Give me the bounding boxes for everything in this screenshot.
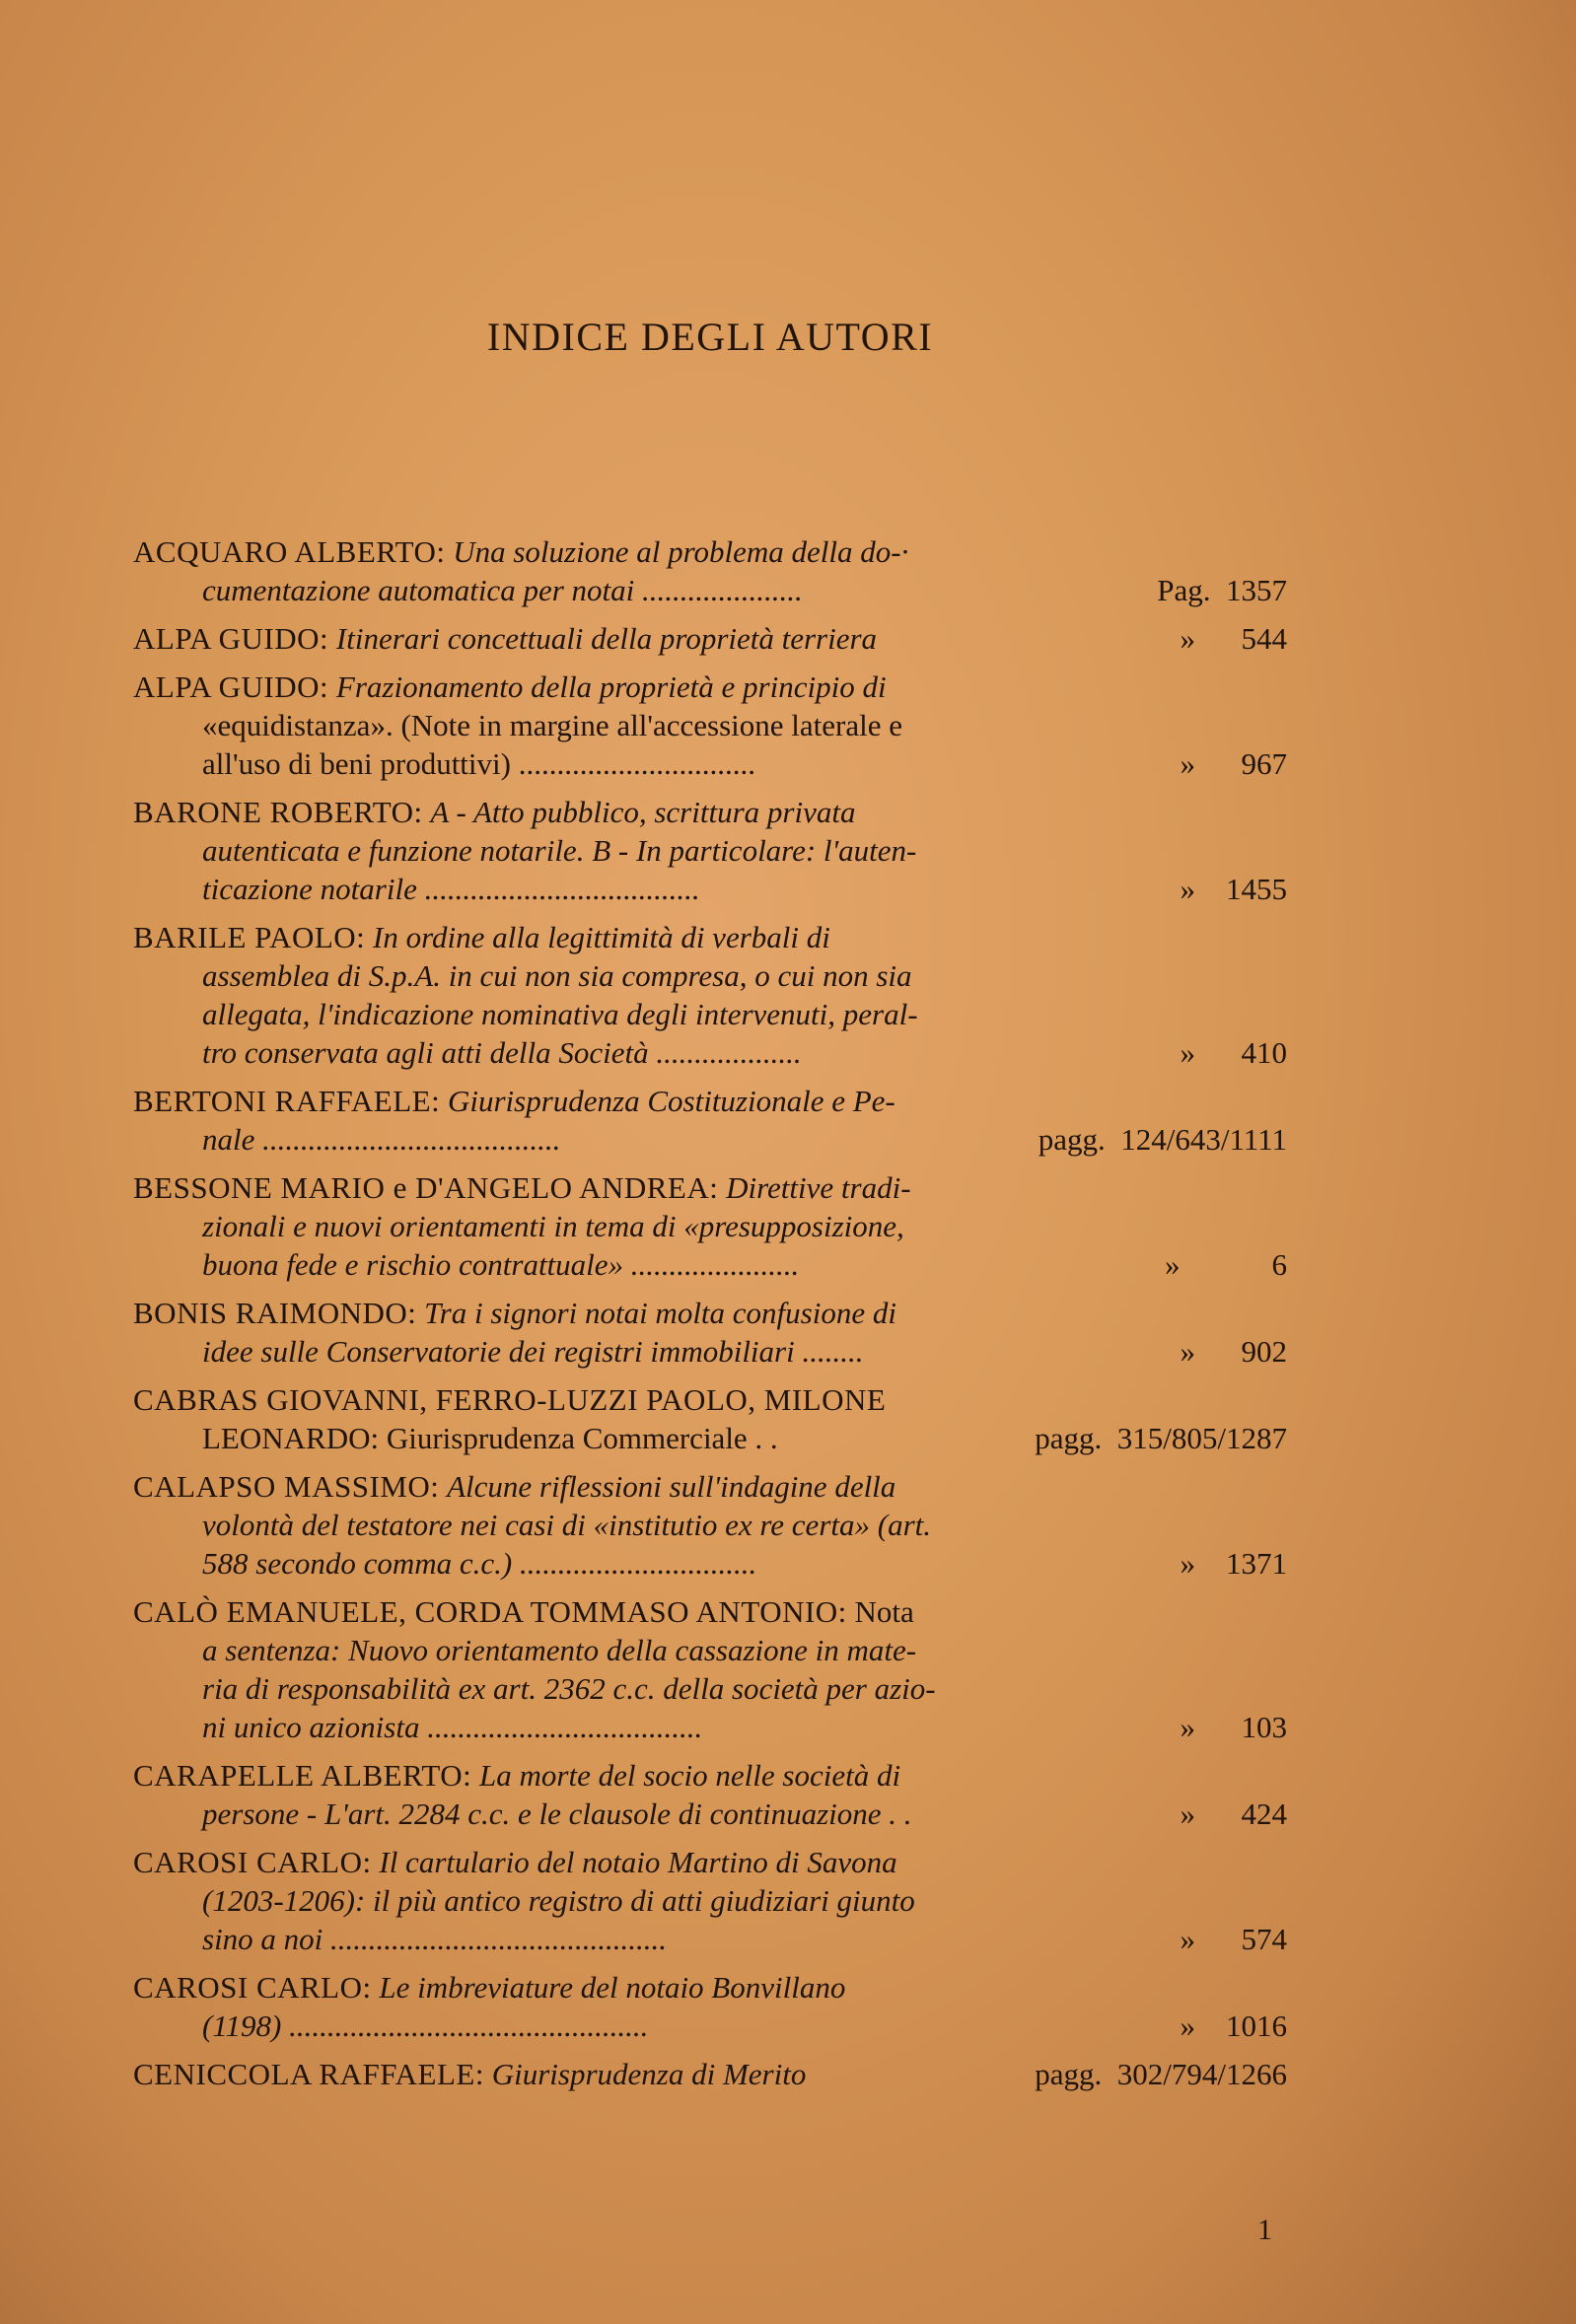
entry-text: nale .......................................	[202, 1122, 561, 1157]
index-entry	[133, 793, 1287, 908]
entry-author: CAROSI CARLO:	[133, 1845, 372, 1879]
entry-page-ref: 424	[1241, 1796, 1287, 1831]
entry-author: CAROSI CARLO:	[133, 1970, 372, 2005]
entry-text: Il cartulario del notaio Martino di Savona	[379, 1845, 897, 1879]
entry-page-marker: pagg.	[1038, 1122, 1106, 1157]
author-index-list	[133, 532, 1287, 2103]
entry-page-ref: 967	[1241, 746, 1287, 781]
entry-page-ref: 410	[1241, 1035, 1287, 1070]
index-entry	[133, 532, 1287, 609]
entry-page-ref: 315/805/1287	[1116, 1421, 1287, 1455]
entry-page-ref: 1371	[1226, 1546, 1287, 1581]
entry-page-marker: pagg.	[1035, 2057, 1103, 2091]
index-entry	[133, 619, 1287, 658]
entry-page-marker: »	[1180, 621, 1195, 656]
entry-author: ACQUARO ALBERTO:	[133, 534, 446, 569]
entry-author: BERTONI RAFFAELE:	[133, 1084, 441, 1118]
entry-text: In ordine alla legittimità di verbali di	[373, 920, 830, 954]
entry-page-ref: 1357	[1226, 573, 1287, 607]
entry-text: ticazione notarile ....................................	[202, 872, 700, 906]
entry-text: autenticata e funzione notarile. B - In particolare: l'auten-	[202, 833, 917, 868]
entry-text: Tra i signori notai molta confusione di	[424, 1296, 896, 1330]
entry-page-marker: »	[1180, 746, 1195, 781]
entry-text: Giurisprudenza di Merito	[491, 2057, 807, 2091]
entry-page-ref: 302/794/1266	[1116, 2057, 1287, 2091]
entry-text: 588 secondo comma c.c.) ...............................	[202, 1546, 757, 1581]
entry-page-marker: »	[1180, 1546, 1195, 1581]
entry-text: La morte del socio nelle società di	[479, 1758, 901, 1793]
index-entry	[133, 1082, 1287, 1159]
entry-text: A - Atto pubblico, scrittura privata	[430, 795, 856, 829]
entry-author: CALÒ EMANUELE, CORDA TOMMASO ANTONIO:	[133, 1594, 847, 1629]
entry-page-ref: 1455	[1226, 872, 1287, 906]
entry-page-marker: »	[1165, 1247, 1181, 1282]
entry-page-marker: Pag.	[1157, 573, 1211, 607]
entry-text: ria di responsabilità ex art. 2362 c.c. della società per azio-	[202, 1671, 936, 1706]
entry-page-marker: »	[1180, 1922, 1195, 1956]
index-entry	[133, 2055, 1287, 2093]
entry-text: Itinerari concettuali della proprietà terriera	[335, 621, 878, 656]
entry-text: idee sulle Conservatorie dei registri immobiliari ........	[202, 1334, 864, 1369]
index-entry	[133, 1380, 1287, 1457]
entry-text: allegata, l'indicazione nominativa degli intervenuti, peral-	[202, 997, 918, 1031]
index-entry	[133, 1756, 1287, 1833]
entry-page-marker: »	[1180, 1035, 1195, 1070]
index-entry	[133, 1294, 1287, 1371]
entry-page-ref: 544	[1241, 621, 1287, 656]
entry-page-ref: 1016	[1226, 2008, 1287, 2043]
index-entry	[133, 918, 1287, 1072]
entry-author: CARAPELLE ALBERTO:	[133, 1758, 472, 1793]
entry-page-ref: 574	[1241, 1922, 1287, 1956]
entry-text: ni unico azionista ....................................	[202, 1710, 703, 1744]
entry-text: sino a noi ............................................	[202, 1922, 668, 1956]
entry-author: BARONE ROBERTO:	[133, 795, 423, 829]
index-entry	[133, 1968, 1287, 2045]
entry-page-marker: pagg.	[1035, 1421, 1103, 1455]
entry-author: BESSONE MARIO e D'ANGELO ANDREA:	[133, 1170, 719, 1205]
entry-page-ref: 6	[1271, 1247, 1287, 1282]
entry-text: Frazionamento della proprietà e principio di	[335, 669, 887, 704]
entry-text: cumentazione automatica per notai .....................	[202, 573, 803, 607]
entry-author: BARILE PAOLO:	[133, 920, 366, 954]
entry-author: ALPA GUIDO:	[133, 669, 329, 704]
entry-text: volontà del testatore nei casi di «institutio ex re certa» (art.	[202, 1508, 931, 1542]
entry-text: persone - L'art. 2284 c.c. e le clausole di continuazione . .	[202, 1796, 912, 1831]
entry-author: CENICCOLA RAFFAELE:	[133, 2057, 484, 2091]
entry-page-marker: »	[1180, 1334, 1195, 1369]
page-number: 1	[1257, 2214, 1272, 2246]
entry-page-marker: »	[1180, 1710, 1195, 1744]
entry-text: Alcune riflessioni sull'indagine della	[447, 1469, 896, 1504]
entry-author: BONIS RAIMONDO:	[133, 1296, 417, 1330]
index-entry	[133, 668, 1287, 783]
entry-text: «equidistanza». (Note in margine all'accessione laterale e	[202, 708, 902, 742]
entry-text: Le imbreviature del notaio Bonvillano	[379, 1970, 846, 2005]
entry-text: all'uso di beni produttivi) ...............................	[202, 746, 755, 781]
index-entry	[133, 1467, 1287, 1583]
entry-text: (1203-1206): il più antico registro di atti giudiziari giunto	[202, 1883, 915, 1918]
entry-page-marker: »	[1180, 1796, 1195, 1831]
entry-text: a sentenza: Nuovo orientamento della cassazione in mate-	[202, 1633, 917, 1667]
entry-author: CALAPSO MASSIMO:	[133, 1469, 440, 1504]
entry-page-ref: 124/643/1111	[1120, 1122, 1287, 1157]
entry-text: LEONARDO: Giurisprudenza Commerciale . .	[202, 1421, 778, 1455]
entry-page-ref: 103	[1241, 1710, 1287, 1744]
entry-page-ref: 902	[1241, 1334, 1287, 1369]
entry-author: CABRAS GIOVANNI, FERRO-LUZZI PAOLO, MILONE	[133, 1382, 887, 1417]
index-entry	[133, 1168, 1287, 1284]
entry-page-marker: »	[1180, 2008, 1195, 2043]
page-title: INDICE DEGLI AUTORI	[486, 315, 934, 359]
entry-text: zionali e nuovi orientamenti in tema di «presupposizione,	[202, 1209, 904, 1243]
index-entry	[133, 1843, 1287, 1958]
entry-text: Una soluzione al problema della do-·	[453, 534, 909, 569]
entry-text: assemblea di S.p.A. in cui non sia compresa, o cui non sia	[202, 958, 912, 993]
index-entry	[133, 1592, 1287, 1746]
entry-text: Nota	[854, 1594, 914, 1629]
entry-text: tro conservata agli atti della Società ...................	[202, 1035, 802, 1070]
entry-text: Direttive tradi-	[726, 1170, 911, 1205]
entry-text: Giurisprudenza Costituzionale e Pe-	[447, 1084, 895, 1118]
entry-text: buona fede e rischio contrattuale» ......................	[202, 1247, 800, 1282]
entry-text: (1198) ...............................................	[202, 2008, 649, 2043]
entry-author: ALPA GUIDO:	[133, 621, 329, 656]
entry-page-marker: »	[1180, 872, 1195, 906]
